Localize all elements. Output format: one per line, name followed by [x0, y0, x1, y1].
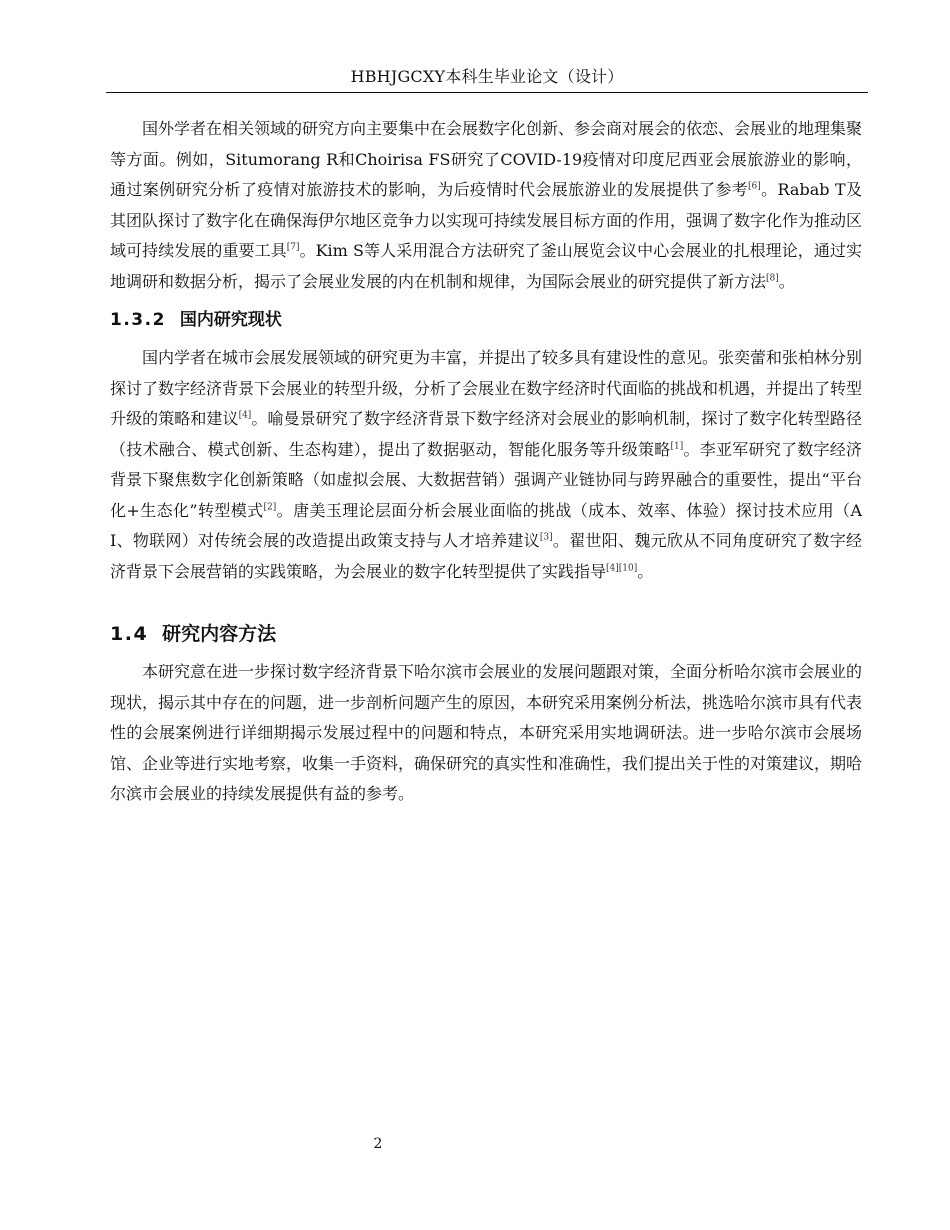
section-number: 1.3.2 — [110, 310, 166, 330]
paragraph-foreign-research — [110, 114, 862, 297]
citation-ref: [6] — [748, 181, 761, 192]
section-title: 国内研究现状 — [179, 310, 282, 330]
section-heading-domestic-research — [110, 308, 862, 332]
citation-ref: [1] — [670, 441, 684, 452]
text-run: 。喻曼景研究了数字经济背景下数字经济对会展业的影响机制，探讨了数字化转型路径（技术融合、模式创新、生态构建），提出了数据驱动，智能化服务等升级策略 — [110, 409, 862, 459]
section-number: 1.4 — [110, 623, 149, 645]
citation-ref: [8] — [766, 273, 779, 284]
paragraph-research-methods: 本研究意在进一步探讨数字经济背景下哈尔滨市会展业的发展问题跟对策，全面分析哈尔滨市会展业的现状，揭示其中存在的问题，进一步剖析问题产生的原因，本研究采用案例分析法，挑选哈尔滨市具有代表性的会展案例进行详细期揭示发展过程中的问题和特点，本研究采用实地调研法。进一步哈尔滨市会展场馆、企业等进行实地考察，收集一手资料，确保研究的真实性和准确性，我们提出关于性的对策建议，期哈尔滨市会展业的持续发展提供有益的参考。 — [110, 662, 863, 803]
text-run: 。Kim S等人采用混合方法研究了釜山展览会议中心会展业的扎根理论，通过实地调研和数据分析，揭示了会展业发展的内在机制和规律，为国际会展业的研究提供了新方法 — [110, 241, 862, 291]
page-body — [110, 114, 862, 810]
section-heading-research-methods — [110, 621, 862, 647]
text-run: 。 — [778, 271, 795, 291]
text-run: 国内学者在城市会展发展领域的研究更为丰富，并提出了较多具有建设性的意见。张奕蕾和张柏林分别探讨了数字经济背景下会展业的转型升级，分析了会展业在数字经济时代面临的挑战和机遇，并提出了转型升级的策略和建议 — [110, 348, 863, 428]
text-run: 。Rabab T及其团队探讨了数字化在确保海伊尔地区竞争力以实现可持续发展目标方面的作用，强调了数字化作为推动区域可持续发展的重要工具 — [110, 180, 863, 260]
text-run: 。唐美玉理论层面分析会展业面临的挑战（成本、效率、体验）探讨技术应用（AI、物联网）对传统会展的改造提出政策支持与人才培养建议 — [110, 500, 862, 550]
citation-ref: [4] — [238, 410, 252, 421]
citation-ref: [4][10] — [606, 563, 638, 574]
section-title: 研究内容方法 — [162, 623, 277, 645]
citation-ref: [3] — [539, 532, 553, 543]
text-run: 。 — [637, 561, 654, 581]
citation-ref: [2] — [263, 502, 277, 513]
citation-ref: [7] — [286, 242, 300, 253]
text-run: 。李亚军研究了数字经济背景下聚焦数字化创新策略（如虚拟会展、大数据营销）强调产业链协同与跨界融合的重要性，提出“平台化+生态化”转型模式 — [110, 439, 862, 520]
page-number: 2 — [373, 1136, 383, 1152]
text-run: 国外学者在相关领域的研究方向主要集中在会展数字化创新、参会商对展会的依恋、会展业的地理集聚等方面。例如，Situmorang R和Choirisa FS研究了COVID-19疫情对印度尼西亚会展旅游业的影响，通过案例研究分析了疫情对旅游技术的影响，为后疫情时代会展旅游业的发展提供了参考 — [110, 119, 863, 199]
header-rule — [106, 92, 868, 93]
paragraph-domestic-research — [110, 343, 862, 587]
running-header: HBHJGCXY本科生毕业论文（设计） — [350, 67, 624, 86]
text-run: 。翟世阳、魏元欣从不同角度研究了数字经济背景下会展营销的实践策略，为会展业的数字化转型提供了实践指导 — [110, 531, 862, 581]
